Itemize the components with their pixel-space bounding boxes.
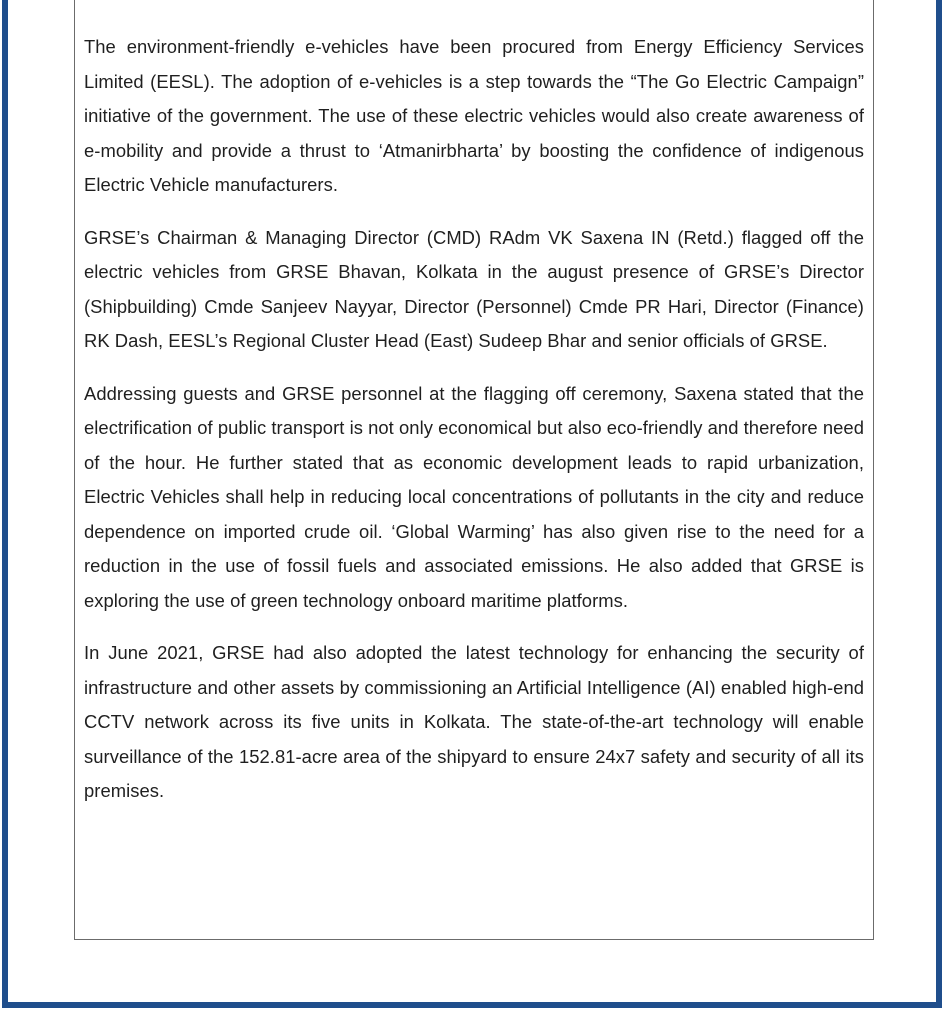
paragraph-ev-procurement: The environment-friendly e-vehicles have been procured from Energy Efficiency Services Limited (EESL). The adoption of e-vehicles is a step towards the “The Go Electric Campaign” initiative of the government. The use of these electric vehicles would also create awareness of e-mobility and provide a thrust to ‘Atmanirbharta’ by boosting the confidence of indigenous Electric Vehicle manufacturers. [84,36,864,195]
paragraph-cctv: In June 2021, GRSE had also adopted the latest technology for enhancing the security of infrastructure and other assets by commissioning an Artificial Intelligence (AI) enabled high-end CCTV network across its five units in Kolkata. The state-of-the-art technology will enable surveillance of the 152.81-acre area of the shipyard to ensure 24x7 safety and security of all its premises. [84,642,864,801]
paragraph-address: Addressing guests and GRSE personnel at the flagging off ceremony, Saxena stated that the electrification of public transport is not only economical but also eco-friendly and therefore need of the hour. He further stated that as economic development leads to rapid urbanization, Electric Vehicles shall help in reducing local concentrations of pollutants in the city and reduce dependence on imported crude oil. ‘Global Warming’ has also given rise to the need for a reduction in the use of fossil fuels and associated emissions. He also added that GRSE is exploring the use of green technology onboard maritime platforms. [84,382,864,611]
paragraph-flag-off: GRSE’s Chairman & Managing Director (CMD) RAdm VK Saxena IN (Retd.) flagged off the electric vehicles from GRSE Bhavan, Kolkata in the august presence of GRSE’s Director (Shipbuilding) Cmde Sanjeev Nayyar, Director (Personnel) Cmde PR Hari, Director (Finance) RK Dash, EESL’s Regional Cluster Head (East) Sudeep Bhar and senior officials of GRSE. [84,226,864,351]
article-body [84,30,864,827]
